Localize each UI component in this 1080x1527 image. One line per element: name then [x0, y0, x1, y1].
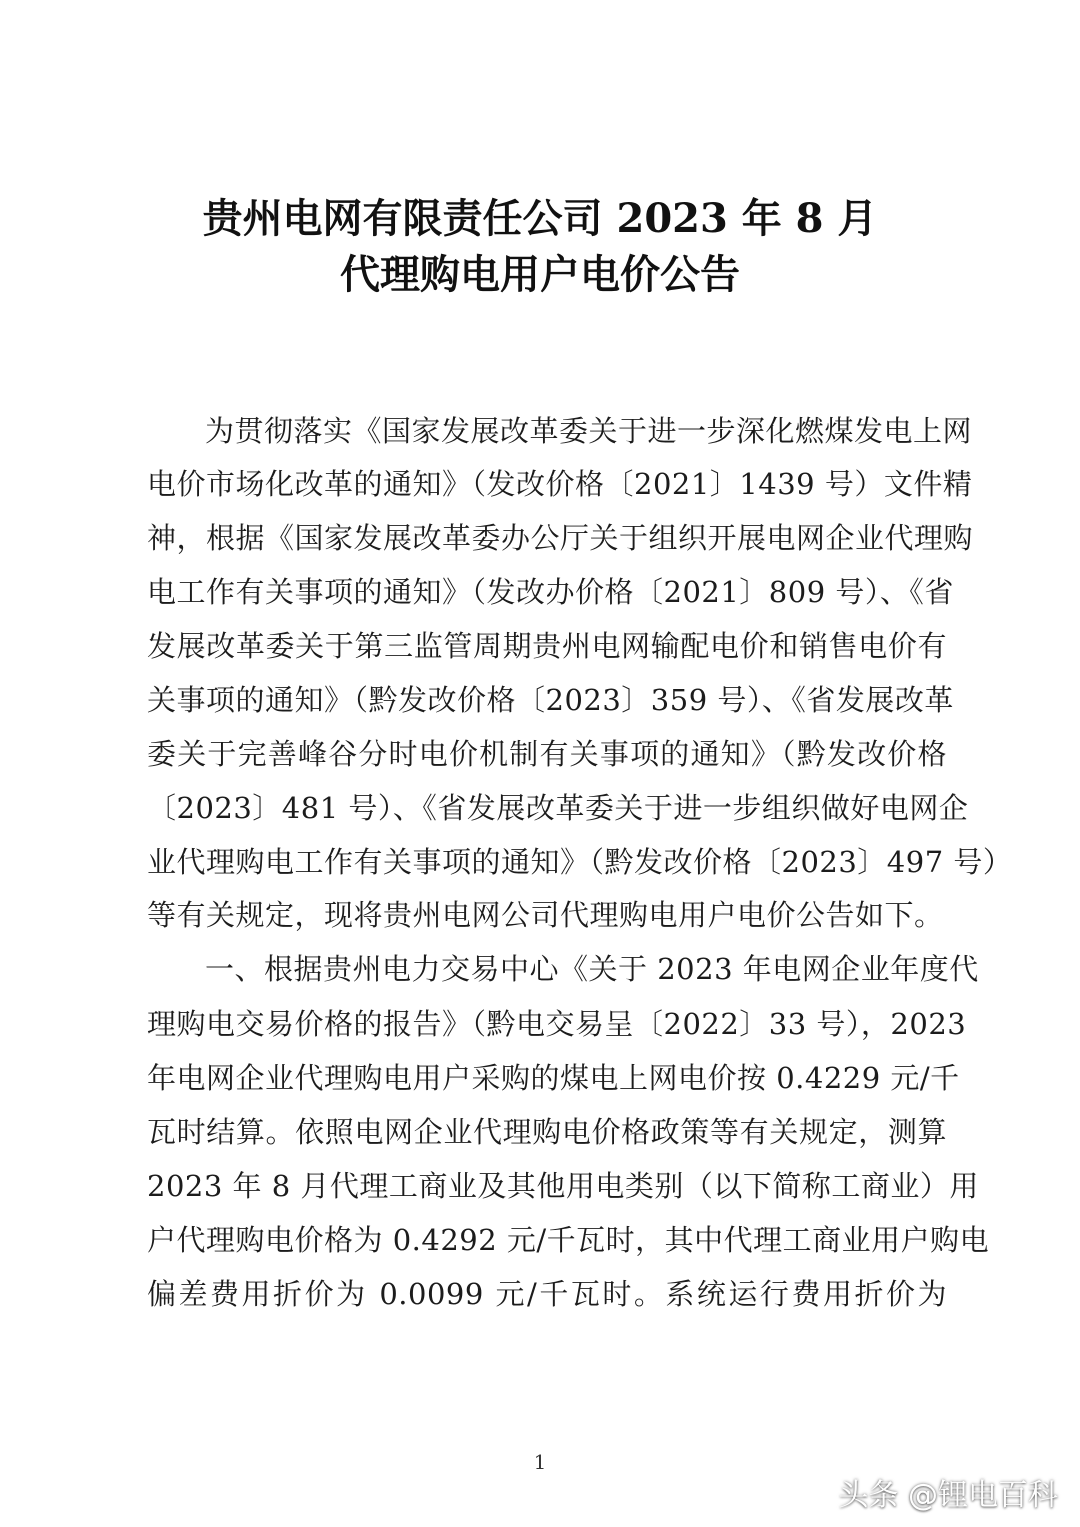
- paragraph-2-line: 年电网企业代理购电用户采购的煤电上网电价按 0.4229 元/千: [147, 1061, 960, 1095]
- paragraph-2-line: 户代理购电价格为 0.4292 元/千瓦时，其中代理工商业用户购电: [147, 1223, 990, 1257]
- paragraph-1-line: 业代理购电工作有关事项的通知》（黔发改价格〔2023〕497 号）: [147, 845, 1013, 879]
- paragraph-1-line: 发展改革委关于第三监管周期贵州电网输配电价和销售电价有: [147, 629, 947, 663]
- paragraph-1-line: 等有关规定，现将贵州电网公司代理购电用户电价公告如下。: [147, 898, 944, 932]
- paragraph-1-line: 电价市场化改革的通知》（发改价格〔2021〕1439 号）文件精: [147, 467, 973, 501]
- paragraph-2-line: 偏差费用折价为 0.0099 元/千瓦时。系统运行费用折价为: [147, 1277, 947, 1311]
- paragraph-1-line: 电工作有关事项的通知》（发改办价格〔2021〕809 号）、《省: [147, 575, 954, 609]
- paragraph-1-line: 关事项的通知》（黔发改价格〔2023〕359 号）、《省发展改革: [147, 683, 954, 717]
- paragraph-2-line: 理购电交易价格的报告》（黔电交易呈〔2022〕33 号），2023: [147, 1007, 967, 1041]
- paragraph-1-line: 委关于完善峰谷分时电价机制有关事项的通知》（黔发改价格: [147, 737, 947, 771]
- watermark: 头条 @锂电百科: [838, 1478, 1058, 1513]
- paragraph-2-line: 一、根据贵州电力交易中心《关于 2023 年电网企业年度代: [205, 952, 979, 986]
- page-number: 1: [533, 1450, 547, 1474]
- paragraph-1-line: 〔2023〕481 号）、《省发展改革委关于进一步组织做好电网企: [147, 791, 969, 825]
- paragraph-2-line: 2023 年 8 月代理工商业及其他用电类别（以下简称工商业）用: [147, 1169, 979, 1203]
- paragraph-1-line: 神，根据《国家发展改革委办公厅关于组织开展电网企业代理购: [147, 521, 974, 555]
- paragraph-1-line: 为贯彻落实《国家发展改革委关于进一步深化燃煤发电上网: [205, 414, 973, 448]
- paragraph-2-line: 瓦时结算。依照电网企业代理购电价格政策等有关规定，测算: [147, 1115, 947, 1149]
- document-title-line-2: 代理购电用户电价公告: [340, 251, 740, 298]
- document-title-line-1: 贵州电网有限责任公司 2023 年 8 月: [202, 195, 878, 242]
